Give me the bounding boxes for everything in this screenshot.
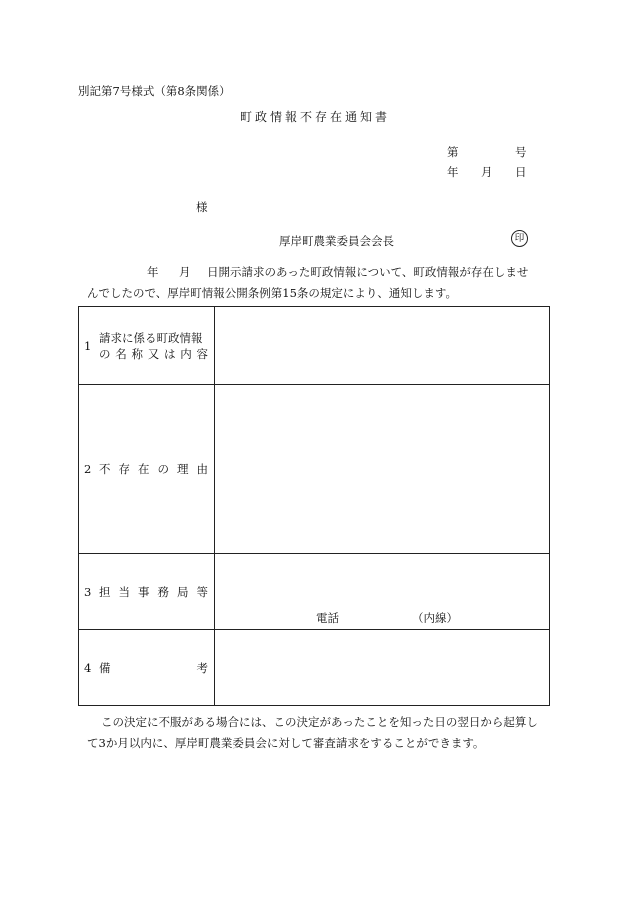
row-number: 2 — [84, 462, 92, 476]
label-char: 務 — [157, 584, 169, 599]
body-line-2: んでしたので、厚岸町情報公開条例第15条の規定により、通知します。 — [87, 286, 457, 300]
table-row — [79, 630, 550, 706]
row-number: 3 — [84, 584, 92, 599]
label-char: 考 — [196, 660, 208, 675]
label-char: 存 — [118, 462, 130, 476]
label-char: 担 — [99, 584, 111, 599]
label-char: 名 — [115, 346, 127, 361]
label-char: 称 — [131, 346, 143, 361]
sender-name: 厚岸町農業委員会会長 — [279, 234, 394, 248]
requested-info-field[interactable] — [215, 307, 550, 385]
label-char: 容 — [196, 346, 208, 361]
row-label-remarks — [79, 630, 215, 706]
phone-label: 電話 — [316, 611, 339, 625]
label-char: 理 — [177, 462, 189, 476]
appeal-note-line-2: て3か月以内に、厚岸町農業委員会に対して審査請求をすることができます。 — [87, 736, 485, 750]
remarks-field[interactable] — [215, 630, 550, 706]
form-reference: 別記第7号様式（第8条関係） — [78, 84, 231, 98]
date-day-label: 日 — [515, 165, 527, 179]
nonexistence-reason-field[interactable] — [215, 385, 550, 554]
row-label-office-in-charge — [79, 554, 215, 630]
row-number: 4 — [84, 660, 92, 675]
label-char: 等 — [196, 584, 208, 599]
date-month-label: 月 — [481, 165, 493, 179]
label-char: の — [99, 346, 111, 361]
body-year-label: 年 — [147, 265, 159, 279]
addressee-suffix: 様 — [196, 200, 208, 214]
label-char: の — [157, 462, 169, 476]
seal-stamp: 印 — [511, 230, 528, 247]
body-month-label: 月 — [179, 265, 191, 279]
row-number: 1 — [84, 338, 92, 353]
label-char: 局 — [177, 584, 189, 599]
document-number-label: 第 — [447, 145, 459, 159]
table-row — [79, 385, 550, 554]
appeal-note — [87, 712, 557, 754]
notice-table — [78, 306, 550, 706]
appeal-note-line-1: この決定に不服がある場合には、この決定があったことを知った日の翌日から起算し — [101, 715, 538, 729]
body-line-1-text: 日開示請求のあった町政情報について、町政情報が存在しませ — [207, 265, 529, 279]
label-char: 在 — [138, 462, 150, 476]
row-label-nonexistence-reason — [79, 385, 215, 554]
body-paragraph — [87, 262, 557, 304]
office-in-charge-field[interactable] — [215, 554, 550, 630]
label-char: 当 — [118, 584, 130, 599]
table-row — [79, 307, 550, 385]
label-char: 備 — [99, 660, 111, 675]
label-char: 不 — [99, 462, 111, 476]
label-char: 事 — [138, 584, 150, 599]
table-row — [79, 554, 550, 630]
label-char: 由 — [196, 462, 208, 476]
extension-label: （内線） — [412, 611, 458, 625]
label-char: 内 — [180, 346, 192, 361]
row-label-line-2 — [99, 346, 208, 362]
label-char: 又 — [147, 346, 160, 361]
body-line-1 — [87, 262, 557, 283]
date-year-label: 年 — [447, 165, 459, 179]
row-label-line-1: 請求に係る町政情報 — [99, 330, 203, 345]
document-number-suffix: 号 — [515, 145, 527, 159]
document-title: 町政情報不存在通知書 — [239, 110, 390, 124]
label-char: は — [164, 346, 176, 361]
row-label-requested-info — [79, 307, 215, 385]
